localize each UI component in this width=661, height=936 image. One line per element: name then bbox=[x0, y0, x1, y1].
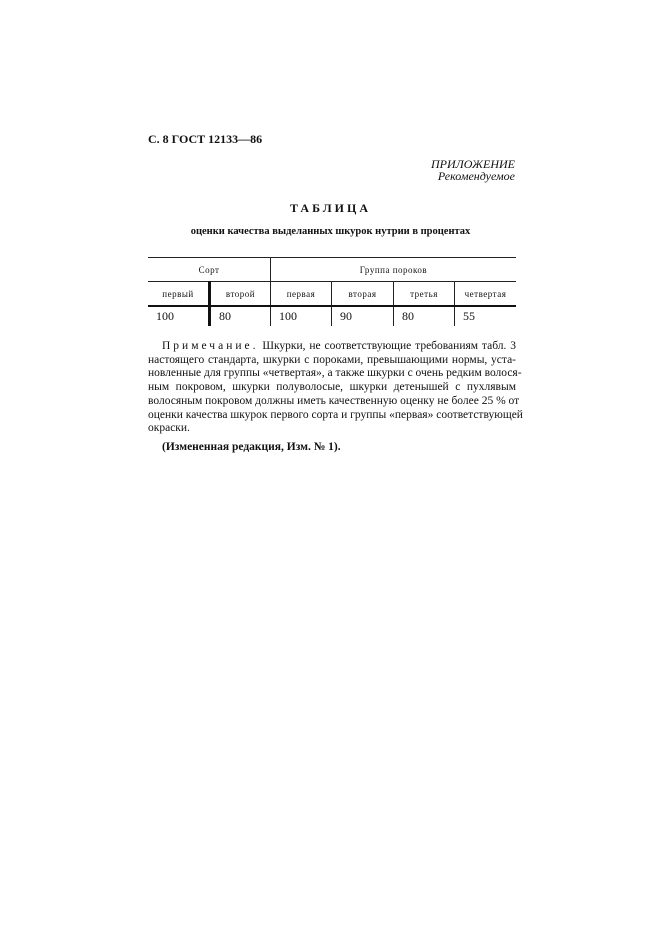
appendix-title: ПРИЛОЖЕНИЕ bbox=[431, 157, 515, 171]
table-header-row bbox=[148, 258, 516, 282]
note-line: настоящего стандарта, шкурки с пороками, превышающими нормы, уста- bbox=[148, 353, 516, 366]
col-header: четвертая bbox=[455, 282, 517, 307]
col-header: вторая bbox=[332, 282, 394, 307]
col-header: первая bbox=[271, 282, 332, 307]
quality-table bbox=[148, 257, 516, 326]
note-line: оценки качества шкурок первого сорта и группы «первая» соответствующей bbox=[148, 408, 523, 421]
note-line: окраски. bbox=[148, 422, 190, 435]
appendix-label bbox=[431, 158, 515, 182]
header-defect-group: Группа пороков bbox=[271, 258, 517, 282]
note-line: волосяным покровом должны иметь качественную оценку не более 25 % от bbox=[148, 394, 520, 407]
cell: 55 bbox=[455, 306, 517, 326]
amendment-note: (Измененная редакция, Изм. № 1). bbox=[162, 441, 341, 453]
note-line: новленные для группы «четвертая», а также шкурки с очень редким волося- bbox=[148, 367, 522, 380]
note-paragraph bbox=[148, 340, 523, 436]
cell: 80 bbox=[394, 306, 455, 326]
note-line: ным покровом, шкурки полуволосые, шкурки детенышей с пухлявым bbox=[148, 381, 516, 394]
col-header: второй bbox=[210, 282, 271, 307]
col-header: первый bbox=[162, 288, 194, 299]
appendix-type: Рекомендуемое bbox=[437, 169, 515, 183]
cell: 80 bbox=[210, 306, 271, 326]
note-label: Примечание. bbox=[162, 340, 259, 352]
table-row bbox=[148, 306, 516, 326]
cell: 90 bbox=[332, 306, 394, 326]
page-header: С. 8 ГОСТ 12133—86 bbox=[148, 132, 263, 146]
table-title: ТАБЛИЦА bbox=[290, 201, 371, 215]
header-sort: Сорт bbox=[148, 258, 271, 282]
table-subtitle: оценки качества выделанных шкурок нутрии в процентах bbox=[190, 226, 471, 237]
note-line bbox=[148, 340, 516, 354]
cell: 100 bbox=[148, 306, 210, 326]
cell: 100 bbox=[271, 306, 332, 326]
table-subheader-row bbox=[148, 282, 516, 307]
note-text: Шкурки, не соответствующие требованиям табл. 3 bbox=[262, 340, 517, 352]
col-header: третья bbox=[394, 282, 455, 307]
